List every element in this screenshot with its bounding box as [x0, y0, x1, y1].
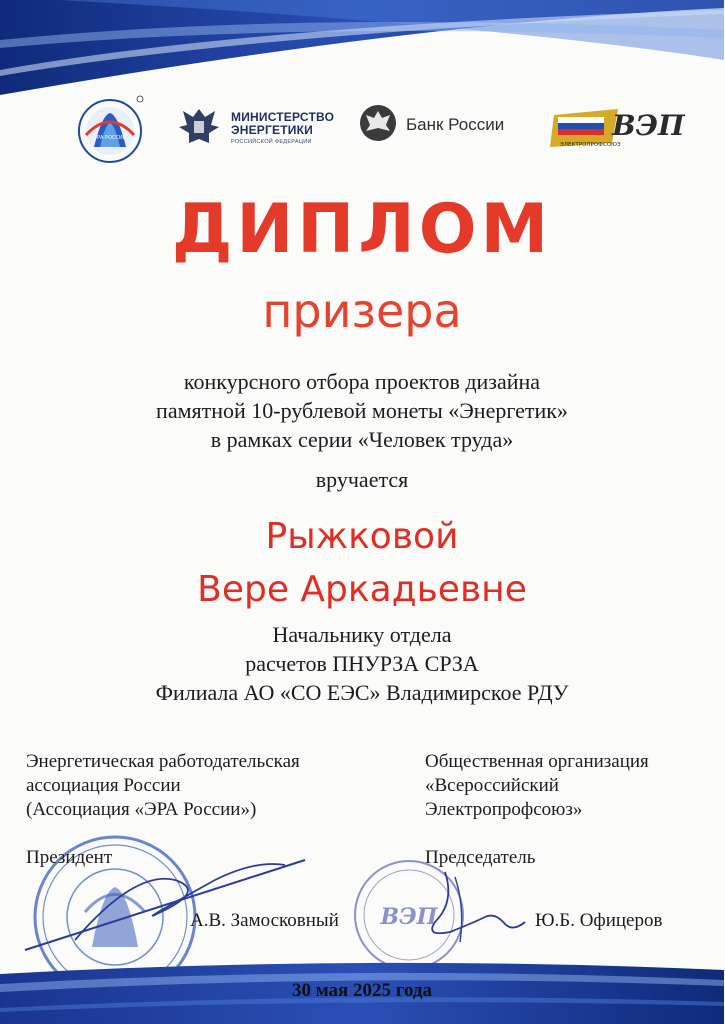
left-org-line: ассоциация России	[26, 775, 181, 796]
right-stamp-mark: ВЭП	[380, 904, 438, 930]
ministry-name-line2: ЭНЕРГЕТИКИ	[231, 123, 313, 137]
description-line: в рамках серии «Человек труда»	[210, 427, 514, 452]
right-handwritten-signature	[395, 862, 535, 952]
competition-description	[0, 367, 724, 454]
right-org-line: Электропрофсоюз»	[425, 799, 583, 820]
era-logo-text: ЭРА РОССИИ	[93, 135, 127, 141]
left-handwritten-signature	[15, 840, 315, 960]
diploma-date: 30 мая 2025 года	[291, 980, 433, 1001]
ministry-name-line3: РОССИЙСКОЙ ФЕДЕРАЦИИ	[231, 139, 312, 145]
right-org-line: Общественная организация	[425, 751, 649, 772]
left-org-line: Энергетическая работодательская	[26, 751, 300, 772]
right-org-line: «Всероссийский	[425, 775, 559, 796]
double-eagle-icon	[175, 103, 223, 151]
recipient-surname: Рыжковой	[265, 516, 459, 557]
right-signatory-role: Председатель	[425, 847, 536, 868]
position-line: Начальнику отдела	[272, 622, 452, 647]
bank-name: Банк России	[406, 115, 505, 134]
left-signatory-role: Президент	[26, 847, 113, 868]
recipient-given-names: Вере Аркадьевне	[197, 569, 527, 610]
awarded-to-label: вручается	[315, 467, 409, 492]
position-line: Филиала АО «СО ЕЭС» Владимирское РДУ	[155, 680, 569, 705]
diploma-title: ДИПЛОМ	[171, 190, 553, 269]
bank-eagle-icon	[358, 103, 398, 143]
position-line: расчетов ПНУРЗА СРЗА	[245, 651, 479, 676]
diploma-subtitle: призера	[262, 284, 462, 338]
vep-logo-subtext: ЭЛЕКТРОПРОФСОЮЗ	[560, 142, 621, 148]
left-org-line: (Ассоциация «ЭРА России»)	[26, 799, 257, 820]
description-line: памятной 10-рублевой монеты «Энергетик»	[156, 398, 568, 423]
logos-row	[0, 95, 724, 165]
left-organization	[26, 750, 406, 822]
top-decorative-band	[0, 0, 724, 95]
left-signatory-name: А.В. Замосковный	[190, 910, 339, 931]
right-signatory-name: Ю.Б. Офицеров	[535, 910, 663, 931]
vep-logo-text: ВЭП	[612, 109, 685, 142]
ministry-name-line1: МИНИСТЕРСТВО	[231, 110, 335, 124]
right-organization	[425, 750, 725, 822]
era-russia-logo	[72, 95, 152, 165]
bank-of-russia-logo	[358, 103, 538, 143]
ministry-of-energy-logo	[175, 103, 335, 153]
recipient-position	[0, 620, 724, 707]
electroprofsoyuz-logo	[550, 101, 685, 151]
description-line: конкурсного отбора проектов дизайна	[183, 369, 541, 394]
